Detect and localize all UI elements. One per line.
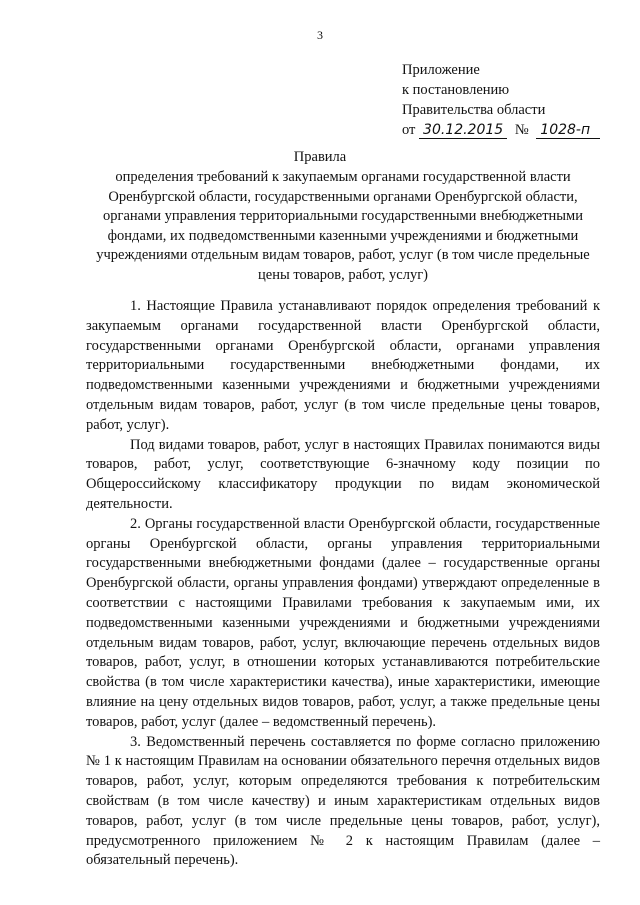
appendix-date-line	[402, 120, 600, 140]
handwritten-number: 1028-п	[536, 122, 600, 139]
paragraph-3: 2. Органы государственной власти Оренбургской области, государственные органы Оренбургской области, органы управления территориальными государственными внебюджетными фондами (далее – государственные органы Оренбургской области, органы управления фондами) утверждают определенные в соответствии с настоящими Правилами требования к закупаемым ими, их подведомственными казенными учреждениями и бюджетными учреждениями отдельным видам товаров, работ, услуг, включающие перечень отдельных видов товаров, работ, услуг, в отношении которых устанавливаются потребительские свойства (в том числе характеристики качества), иные характеристики, имеющие влияние на цену отдельных видов товаров, работ, услуг, а также предельные цены товаров, работ, услуг (далее – ведомственный перечень).	[86, 515, 600, 730]
paragraph-1: 1. Настоящие Правила устанавливают порядок определения требований к закупаемым органами государственной власти Оренбургской области, государственными органами Оренбургской области, органами управления территориальными государственными внебюджетными фондами, их подведомственными казенными учреждениями и бюджетными учреждениями отдельным видам товаров, работ, услуг (в том числе предельные цены товаров, работ, услуг).	[86, 298, 600, 433]
appendix-title: Приложение	[402, 62, 480, 78]
paragraph-4: 3. Ведомственный перечень составляется по форме согласно приложению № 1 к настоящим Правилам на основании обязательного перечня отдельных видов товаров, работ, услуг, которым определяются требования к потребительским свойствам (в том числе качеству) и иным характеристикам отдельных видов товаров, работ, услуг (в том числе предельные цены товаров, работ, услуг), предусмотренного приложением № 2 к настоящим Правилам (далее – обязательный перечень).	[86, 733, 600, 869]
date-prefix: от	[402, 122, 416, 138]
document-subtitle: определения требований к закупаемым органами государственной власти Оренбургской области, государственными органами Оренбургской области, органами управления территориальными государственными внебюджетными фондами, их подведомственными казенными учреждениями и бюджетными учреждениями отдельным видам товаров, работ, услуг (в том числе предельные цены товаров, работ, услуг)	[96, 169, 590, 283]
handwritten-date: 30.12.2015	[419, 122, 507, 139]
appendix-reference: к постановлению	[402, 82, 510, 98]
document-body	[86, 297, 600, 871]
page-number: 3	[317, 28, 323, 42]
paragraph-2: Под видами товаров, работ, услуг в настоящих Правилах понимаются виды товаров, работ, услуг, соответствующие 6-значному коду позиции по Общероссийскому классификатору продукции по видам экономической деятельности.	[86, 436, 600, 512]
document-title: Правила	[293, 149, 347, 165]
appendix-authority: Правительства области	[402, 102, 546, 118]
appendix-block	[402, 60, 600, 140]
number-sign: №	[514, 122, 529, 138]
